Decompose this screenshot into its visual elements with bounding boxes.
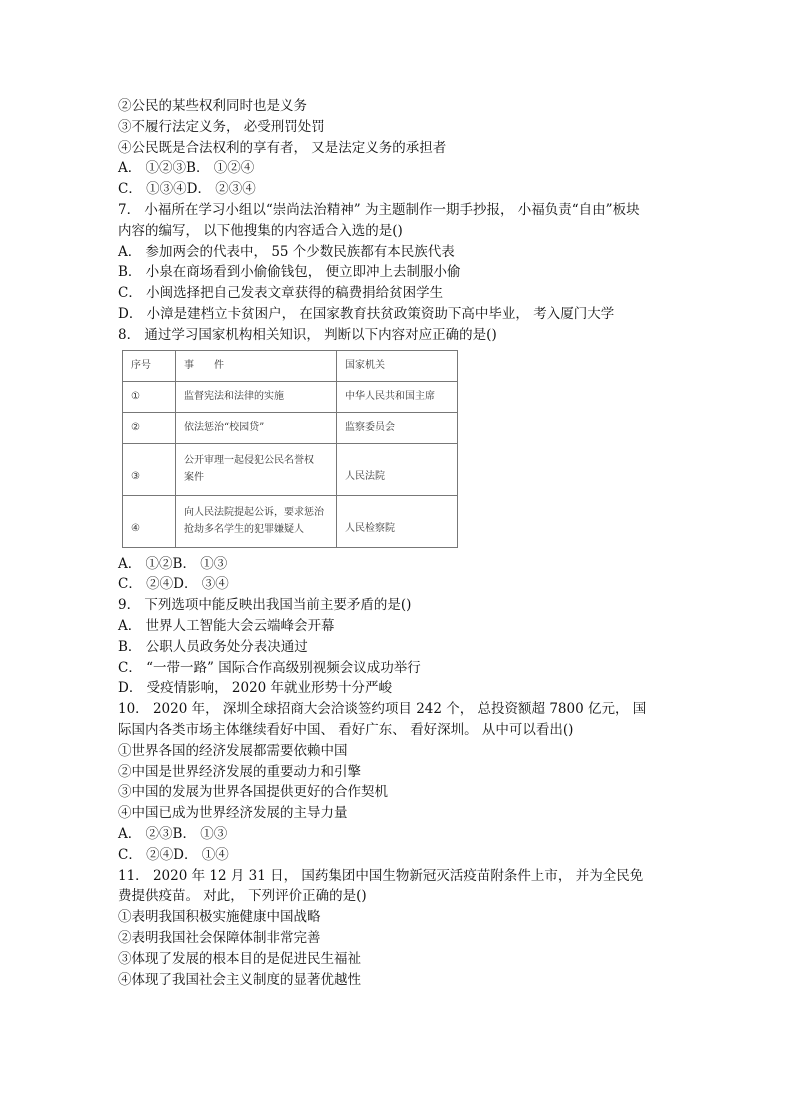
text-line: B． 小泉在商场看到小偷偷钱包， 便立即冲上去制服小偷 bbox=[118, 264, 461, 281]
table-cell-event-line: 公开审理一起侵犯公民名誉权 bbox=[184, 455, 314, 467]
table-row bbox=[123, 381, 458, 412]
text-line: ②中国是世界经济发展的重要动力和引擎 bbox=[118, 763, 361, 780]
table-cell-event: 依法惩治“校园贷” bbox=[176, 412, 337, 443]
table-cell-organ: 中华人民共和国主席 bbox=[337, 381, 458, 412]
text-line: ③中国的发展为世界各国提供更好的合作契机 bbox=[118, 784, 388, 801]
text-block-top bbox=[118, 96, 698, 346]
text-block-bottom bbox=[118, 554, 698, 991]
table-cell-organ: 人民法院 bbox=[337, 443, 458, 495]
table-header-cell: 事 件 bbox=[176, 350, 337, 381]
text-line: B． 公职人员政务处分表决通过 bbox=[118, 638, 308, 655]
text-line: ①表明我国积极实施健康中国战略 bbox=[118, 909, 321, 926]
table-cell-no: ④ bbox=[123, 495, 176, 547]
document-page bbox=[118, 96, 698, 990]
table-cell-no: ② bbox=[123, 412, 176, 443]
question-7-stem-cont: 内容的编写， 以下他搜集的内容适合入选的是() bbox=[118, 222, 403, 239]
table-cell-event-line: 案件 bbox=[184, 472, 204, 484]
text-line: C． “一带一路” 国际合作高级别视频会议成功举行 bbox=[118, 659, 421, 676]
text-line: A． ①②③B． ①②④ bbox=[118, 160, 255, 177]
table-row bbox=[123, 443, 458, 495]
text-line: C． ②④D． ③④ bbox=[118, 576, 229, 593]
text-line: A． ②③B． ①③ bbox=[118, 825, 228, 842]
table-header-cell: 国家机关 bbox=[337, 350, 458, 381]
text-line: D． 小漳是建档立卡贫困户， 在国家教育扶贫政策资助下高中毕业， 考入厦门大学 bbox=[118, 305, 615, 322]
table-cell-event: 监督宪法和法律的实施 bbox=[176, 381, 337, 412]
table-row bbox=[123, 412, 458, 443]
question-10-stem-cont: 际国内各类市场主体继续看好中国、 看好广东、 看好深圳。 从中可以看出() bbox=[118, 721, 574, 738]
text-line: C． ②④D． ①④ bbox=[118, 846, 229, 863]
text-line: C． 小闽选择把自己发表文章获得的稿费捐给贫困学生 bbox=[118, 285, 444, 302]
table-cell-organ: 人民检察院 bbox=[337, 495, 458, 547]
text-line: ③体现了发展的根本目的是促进民生福祉 bbox=[118, 950, 361, 967]
table-cell-no: ③ bbox=[123, 443, 176, 495]
text-line: D． 受疫情影响， 2020 年就业形势十分严峻 bbox=[118, 680, 393, 697]
question-7-stem: 7． 小福所在学习小组以“崇尚法治精神” 为主题制作一期手抄报， 小福负责“自由”板块 bbox=[118, 201, 640, 218]
text-line: ②公民的某些权利同时也是义务 bbox=[118, 98, 307, 114]
text-line: ①世界各国的经济发展都需要依赖中国 bbox=[118, 742, 348, 759]
question-8-table bbox=[122, 350, 458, 548]
text-line: C． ①③④D． ②③④ bbox=[118, 181, 256, 198]
question-11-stem: 11． 2020 年 12 月 31 日， 国药集团中国生物新冠灭活疫苗附条件上市， 并为全民免 bbox=[118, 867, 644, 884]
table-row bbox=[123, 495, 458, 547]
table-cell-organ: 监察委员会 bbox=[337, 412, 458, 443]
text-line: A． ①②B． ①③ bbox=[118, 555, 228, 572]
text-line: ③不履行法定义务， 必受刑罚处罚 bbox=[118, 118, 325, 135]
text-line: A． 世界人工智能大会云端峰会开幕 bbox=[118, 617, 335, 634]
table-header-row bbox=[123, 350, 458, 381]
table-cell-event-line: 向人民法院提起公诉，要求惩治 bbox=[184, 507, 324, 519]
text-line: ④公民既是合法权利的享有者， 又是法定义务的承担者 bbox=[118, 139, 447, 156]
text-line: ④体现了我国社会主义制度的显著优越性 bbox=[118, 971, 361, 988]
table-cell-event bbox=[176, 495, 337, 547]
question-11-stem-cont: 费提供疫苗。 对此， 下列评价正确的是() bbox=[118, 888, 367, 905]
table-cell-event-line: 抢劫多名学生的犯罪嫌疑人 bbox=[184, 524, 304, 536]
table-cell-no: ① bbox=[123, 381, 176, 412]
question-8-stem: 8． 通过学习国家机构相关知识， 判断以下内容对应正确的是() bbox=[118, 326, 497, 343]
question-10-stem: 10． 2020 年， 深圳全球招商大会洽谈签约项目 242 个， 总投资额超 7800 亿元， 国 bbox=[118, 701, 647, 718]
text-line: ②表明我国社会保障体制非常完善 bbox=[118, 929, 321, 946]
table-cell-event bbox=[176, 443, 337, 495]
text-line: ④中国已成为世界经济发展的主导力量 bbox=[118, 805, 348, 822]
table-header-cell: 序号 bbox=[123, 350, 176, 381]
question-9-stem: 9． 下列选项中能反映出我国当前主要矛盾的是() bbox=[118, 597, 412, 614]
text-line: A． 参加两会的代表中， 55 个少数民族都有本民族代表 bbox=[118, 243, 455, 260]
